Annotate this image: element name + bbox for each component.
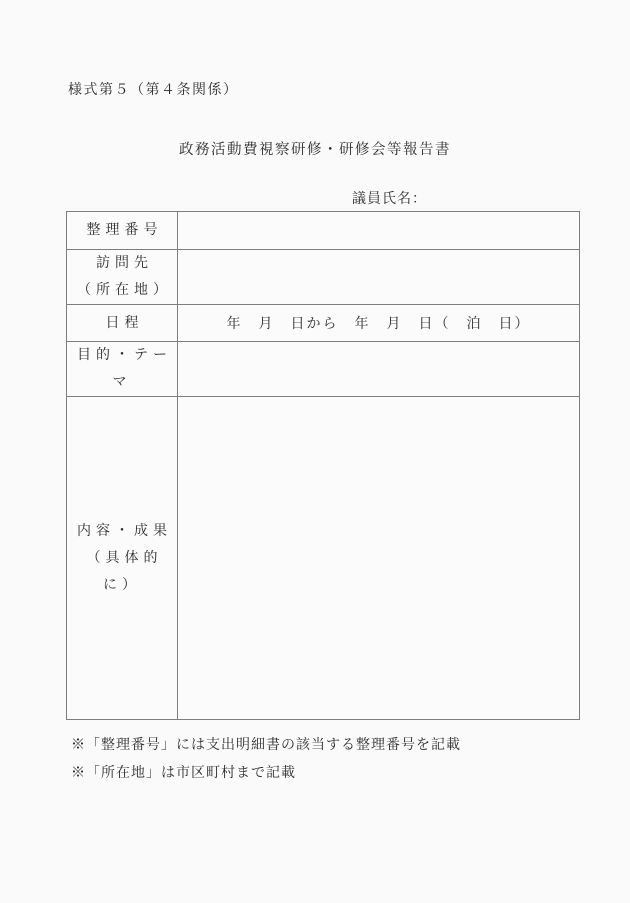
reference-number-value [178,212,580,250]
table-row-schedule [67,305,580,342]
table-row-reference-number [67,212,580,250]
purpose-theme-label: 目的・テーマ [67,342,178,397]
content-results-value [178,397,580,720]
destination-label: 訪問先 （所在地） [67,250,178,305]
purpose-theme-value [178,342,580,397]
table-row-purpose-theme [67,342,580,397]
schedule-label: 日程 [67,305,178,342]
schedule-value: 年 月 日から 年 月 日（ 泊 日） [178,305,580,342]
form-number: 様式第５（第４条関係） [68,82,239,98]
reference-number-label: 整理番号 [67,212,178,250]
table-row-content-results [67,397,580,720]
footnote-location: ※「所在地」は市区町村まで記載 [71,765,296,781]
member-name-label: 議員氏名： [352,191,427,207]
footnote-reference-number: ※「整理番号」には支出明細書の該当する整理番号を記載 [71,737,461,753]
report-form-table [66,211,580,720]
content-results-label: 内容・成果 （具体的に） [67,397,178,720]
table-row-destination [67,250,580,305]
page-title: 政務活動費視察研修・研修会等報告書 [179,142,451,158]
destination-value [178,250,580,305]
footnotes [71,731,461,787]
